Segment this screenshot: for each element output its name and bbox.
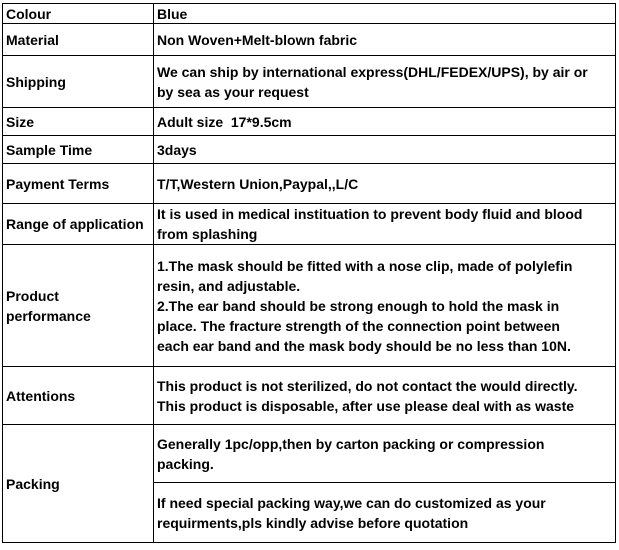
label-line: performance	[6, 307, 91, 324]
value-range-of-application	[154, 204, 616, 245]
label-packing: Packing	[3, 425, 154, 543]
text-line: If need special packing way,we can do customized as your	[157, 494, 546, 511]
text-line: resin, and adjustable.	[157, 277, 301, 294]
label-size: Size	[3, 108, 154, 136]
table-row	[3, 245, 616, 367]
text-line: requirments,pls kindly advise before quotation	[157, 514, 469, 531]
value-shipping	[154, 56, 616, 108]
table-row	[3, 136, 616, 164]
product-spec-table	[2, 3, 616, 543]
text-line: 1.The mask should be fitted with a nose clip, made of polylefin	[157, 257, 573, 274]
text-line: packing.	[157, 455, 214, 472]
table-row	[3, 56, 616, 108]
value-packing-special	[154, 483, 616, 543]
value-packing-general	[154, 425, 616, 483]
table-row	[3, 164, 616, 204]
table-row	[3, 425, 616, 483]
table-row	[3, 367, 616, 425]
text-line: This product is not sterilized, do not contact the would directly.	[157, 377, 578, 394]
value-material: Non Woven+Melt-blown fabric	[154, 24, 616, 56]
text-line: It is used in medical instituation to prevent body fluid and blood	[157, 206, 583, 222]
label-product-performance	[3, 245, 154, 367]
label-line: Product	[6, 287, 59, 304]
label-material: Material	[3, 24, 154, 56]
table-row	[3, 24, 616, 56]
text-line: place. The fracture strength of the connection point between	[157, 317, 560, 334]
text-line: from splashing	[157, 226, 258, 242]
value-payment-terms: T/T,Western Union,Paypal,,L/C	[154, 164, 616, 204]
value-sample-time: 3days	[154, 136, 616, 164]
text-line: Generally 1pc/opp,then by carton packing or compression	[157, 435, 545, 452]
text-line: We can ship by international express(DHL/FEDEX/UPS), by air or	[157, 63, 588, 80]
text-line: each ear band and the mask body should be no less than 10N.	[157, 337, 571, 354]
text-line: 2.The ear band should be strong enough to hold the mask in	[157, 297, 560, 314]
value-attentions	[154, 367, 616, 425]
value-colour: Blue	[154, 4, 616, 24]
label-shipping: Shipping	[3, 56, 154, 108]
table-row	[3, 4, 616, 24]
label-sample-time: Sample Time	[3, 136, 154, 164]
value-product-performance	[154, 245, 616, 367]
label-attentions: Attentions	[3, 367, 154, 425]
label-range-of-application: Range of application	[3, 204, 154, 245]
label-colour: Colour	[3, 4, 154, 24]
text-line: This product is disposable, after use please deal with as waste	[157, 397, 575, 414]
value-size: Adult size 17*9.5cm	[154, 108, 616, 136]
table-row	[3, 204, 616, 245]
text-line: by sea as your request	[157, 83, 309, 100]
table-row	[3, 108, 616, 136]
label-payment-terms: Payment Terms	[3, 164, 154, 204]
